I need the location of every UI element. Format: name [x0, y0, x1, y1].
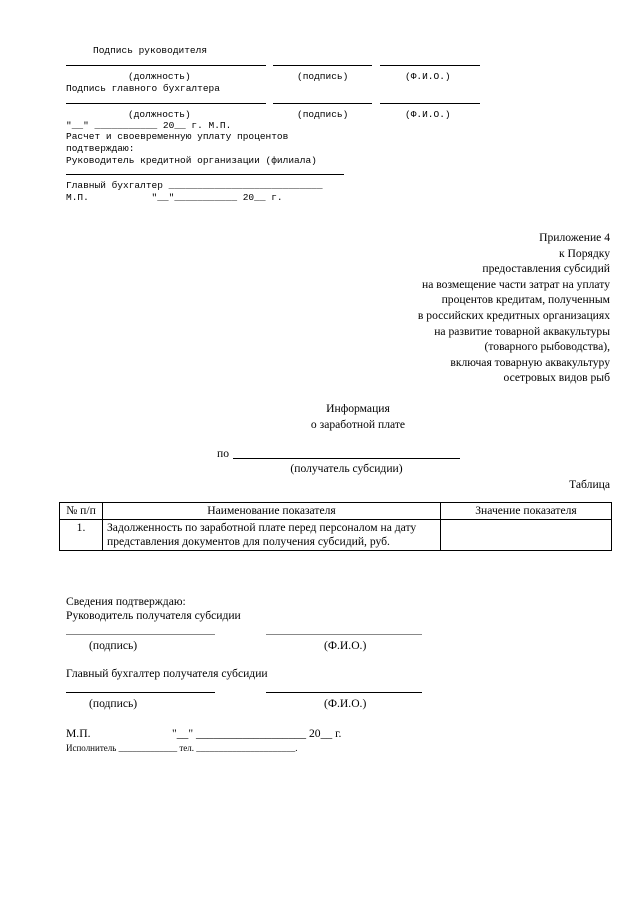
- signature-line-bottom-2: [66, 692, 215, 693]
- signature-caption-1: (подпись): [297, 71, 349, 82]
- table-label: Таблица: [569, 478, 610, 491]
- appendix-line: предоставления субсидий: [482, 262, 610, 276]
- signature-line-bottom-1: [66, 634, 215, 635]
- doc-title: Информация: [326, 402, 390, 415]
- appendix-line: включая товарную аквакультуру: [450, 355, 610, 369]
- fio-line-bottom-2: [266, 692, 422, 693]
- confirm-label: Сведения подтверждаю:: [66, 595, 186, 608]
- fio-caption-1: (Ф.И.О.): [405, 71, 451, 82]
- appendix-line: на развитие товарной аквакультуры: [434, 324, 610, 338]
- signature-caption-2: (подпись): [297, 109, 349, 120]
- head-recipient-label: Руководитель получателя субсидии: [66, 609, 241, 622]
- table-header-row: [60, 503, 612, 520]
- header-indicator-value: Значение показателя: [441, 503, 612, 520]
- bank-head-label: Руководитель кредитной организации (филиала): [66, 155, 317, 166]
- appendix-line: Приложение 4: [539, 231, 610, 244]
- table-row: [60, 520, 612, 551]
- fio-caption-2: (Ф.И.О.): [405, 109, 451, 120]
- bank-head-line: [66, 174, 344, 175]
- header-number: № п/п: [60, 503, 103, 520]
- sign-head-label: Подпись руководителя: [93, 45, 208, 56]
- fio-caption-bottom-2: (Ф.И.О.): [324, 697, 367, 710]
- appendix-line: на возмещение части затрат на уплату: [422, 277, 610, 291]
- sign-accountant-label: Подпись главного бухгалтера: [66, 83, 220, 94]
- signature-line-1: [273, 65, 372, 66]
- executor-line: Исполнитель _____________ тел. ______________________.: [66, 743, 298, 753]
- appendix-line: в российских кредитных организациях: [417, 308, 610, 322]
- mp-date-line: М.П. "__"___________ 20__ г.: [66, 192, 283, 203]
- position-line-2: [66, 103, 266, 104]
- fio-caption-bottom-1: (Ф.И.О.): [324, 639, 367, 652]
- calc-confirm-line-2: подтверждаю:: [66, 143, 135, 154]
- bottom-date-line: "__" ___________________ 20__ г.: [172, 727, 342, 740]
- fio-line-bottom-1: [266, 634, 422, 635]
- position-caption-2: (должность): [128, 109, 191, 120]
- appendix-line: осетровых видов рыб: [503, 371, 610, 385]
- appendix-line: к Порядку: [559, 246, 610, 260]
- chief-accountant-line: Главный бухгалтер ___________________________: [66, 180, 323, 191]
- recipient-line: [233, 458, 460, 459]
- header-indicator-name: Наименование показателя: [103, 503, 441, 520]
- appendix-line: (товарного рыбоводства),: [484, 340, 610, 354]
- row-indicator-value: [441, 520, 612, 551]
- appendix-line: процентов кредитам, полученным: [441, 293, 610, 307]
- fio-line-2: [380, 103, 480, 104]
- signature-caption-bottom-2: (подпись): [89, 697, 138, 710]
- row-indicator-name: Задолженность по заработной плате перед персоналом на дату представления документов для получения субсидий, руб.: [103, 520, 441, 551]
- position-caption-1: (должность): [128, 71, 191, 82]
- row-number: 1.: [60, 520, 103, 551]
- recipient-caption: (получатель субсидии): [290, 462, 403, 475]
- fio-line-1: [380, 65, 480, 66]
- accountant-recipient-label: Главный бухгалтер получателя субсидии: [66, 667, 268, 680]
- position-line-1: [66, 65, 266, 66]
- calc-confirm-line-1: Расчет и своевременную уплату процентов: [66, 131, 289, 142]
- appendix-block: [280, 230, 610, 386]
- by-label: по: [217, 447, 230, 460]
- date-stamp-line: "__" ___________ 20__ г. М.П.: [66, 120, 232, 131]
- signature-caption-bottom-1: (подпись): [89, 639, 138, 652]
- salary-table: [59, 502, 612, 551]
- mp-label: М.П.: [66, 727, 91, 740]
- doc-subtitle: о заработной плате: [310, 418, 406, 431]
- signature-line-2: [273, 103, 372, 104]
